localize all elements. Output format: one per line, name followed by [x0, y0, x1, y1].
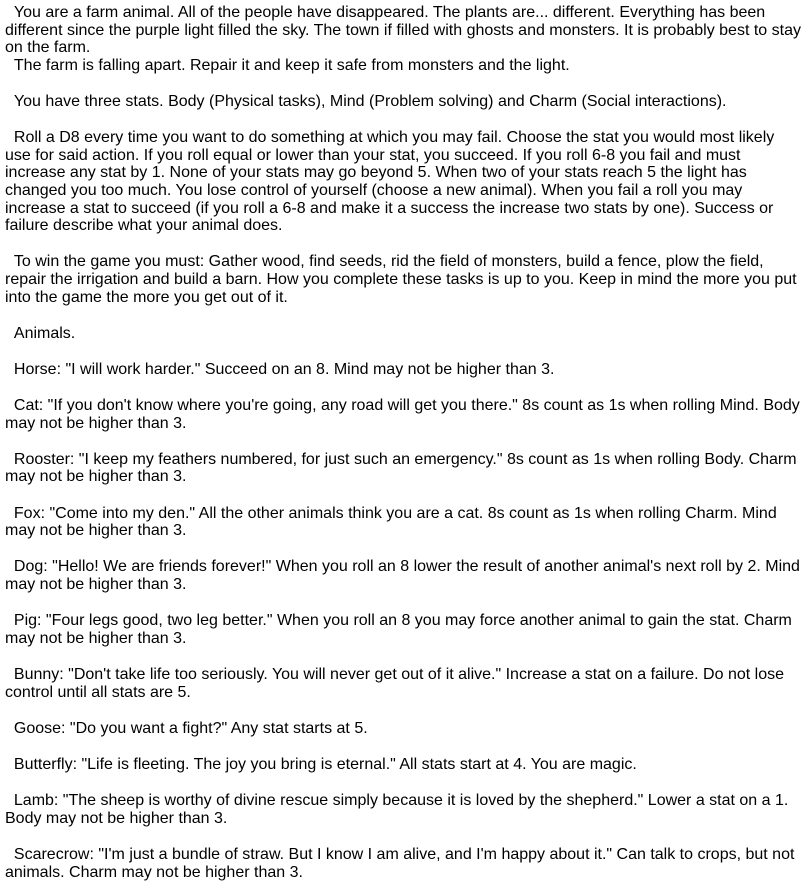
animal-cat: Cat: "If you don't know where you're going, any road will get you there." 8s count as 1s when rolling Mind. Body may not be higher than 3.	[5, 397, 805, 432]
animal-butterfly: Butterfly: "Life is fleeting. The joy you bring is eternal." All stats start at 4. You are magic.	[5, 755, 637, 773]
animal-scarecrow: Scarecrow: "I'm just a bundle of straw. But I know I am alive, and I'm happy about it." Can talk to crops, but not animals. Charm may not be higher than 3.	[5, 845, 799, 881]
animals-heading: Animals.	[5, 324, 76, 342]
intro-paragraph: You are a farm animal. All of the people have disappeared. The plants are... different. Everything has been different since the purple light filled the sky. The town if filled with ghosts and monsters. It is probably best to stay on the farm.	[5, 4, 806, 57]
animal-bunny: Bunny: "Don't take life too seriously. You will never get out of it alive." Increase a stat on a failure. Do not lose control until all stats are 5.	[5, 665, 789, 701]
animal-pig: Pig: "Four legs good, two leg better." When you roll an 8 you may force another animal to gain the stat. Charm may not be higher than 3.	[5, 612, 797, 647]
animal-fox: Fox: "Come into my den." All the other animals think you are a cat. 8s count as 1s when rolling Charm. Mind may not be higher than 3.	[5, 504, 782, 540]
animal-goose: Goose: "Do you want a fight?" Any stat starts at 5.	[5, 719, 368, 737]
animal-horse: Horse: "I will work harder." Succeed on an 8. Mind may not be higher than 3.	[5, 360, 555, 378]
animal-dog: Dog: "Hello! We are friends forever!" When you roll an 8 lower the result of another animal's next roll by 2. Mind may not be higher than 3.	[5, 558, 805, 593]
rolling-rules-paragraph: Roll a D8 every time you want to do something at which you may fail. Choose the stat you would most likely use for said action. If you roll equal or lower than your stat, you succeed. If you roll 6-8 you fail and must increase any stat by 1. None of your stats may go beyond 5. When two of your stats reach 5 the light has changed you too much. You lose control of yourself (choose a new animal). When you fail a roll you may increase a stat to succeed (if you roll a 6-8 and make it a success the increase two stats by one). Success or failure describe what your animal does.	[5, 129, 779, 235]
animal-lamb: Lamb: "The sheep is worthy of divine rescue simply because it is loved by the shepherd." Lower a stat on a 1. Body may not be higher than 3.	[5, 792, 793, 827]
animal-rooster: Rooster: "I keep my feathers numbered, for just such an emergency." 8s count as 1s when rolling Body. Charm may not be higher than 3.	[5, 450, 802, 486]
win-conditions-paragraph: To win the game you must: Gather wood, find seeds, rid the field of monsters, build a fence, plow the field, repair the irrigation and build a barn. How you complete these tasks is up to you. Keep in mind the more you put into the game the more you get out of it.	[5, 253, 802, 306]
stats-paragraph: You have three stats. Body (Physical tasks), Mind (Problem solving) and Charm (Social interactions).	[5, 92, 727, 110]
farm-paragraph: The farm is falling apart. Repair it and keep it safe from monsters and the light.	[5, 56, 570, 74]
